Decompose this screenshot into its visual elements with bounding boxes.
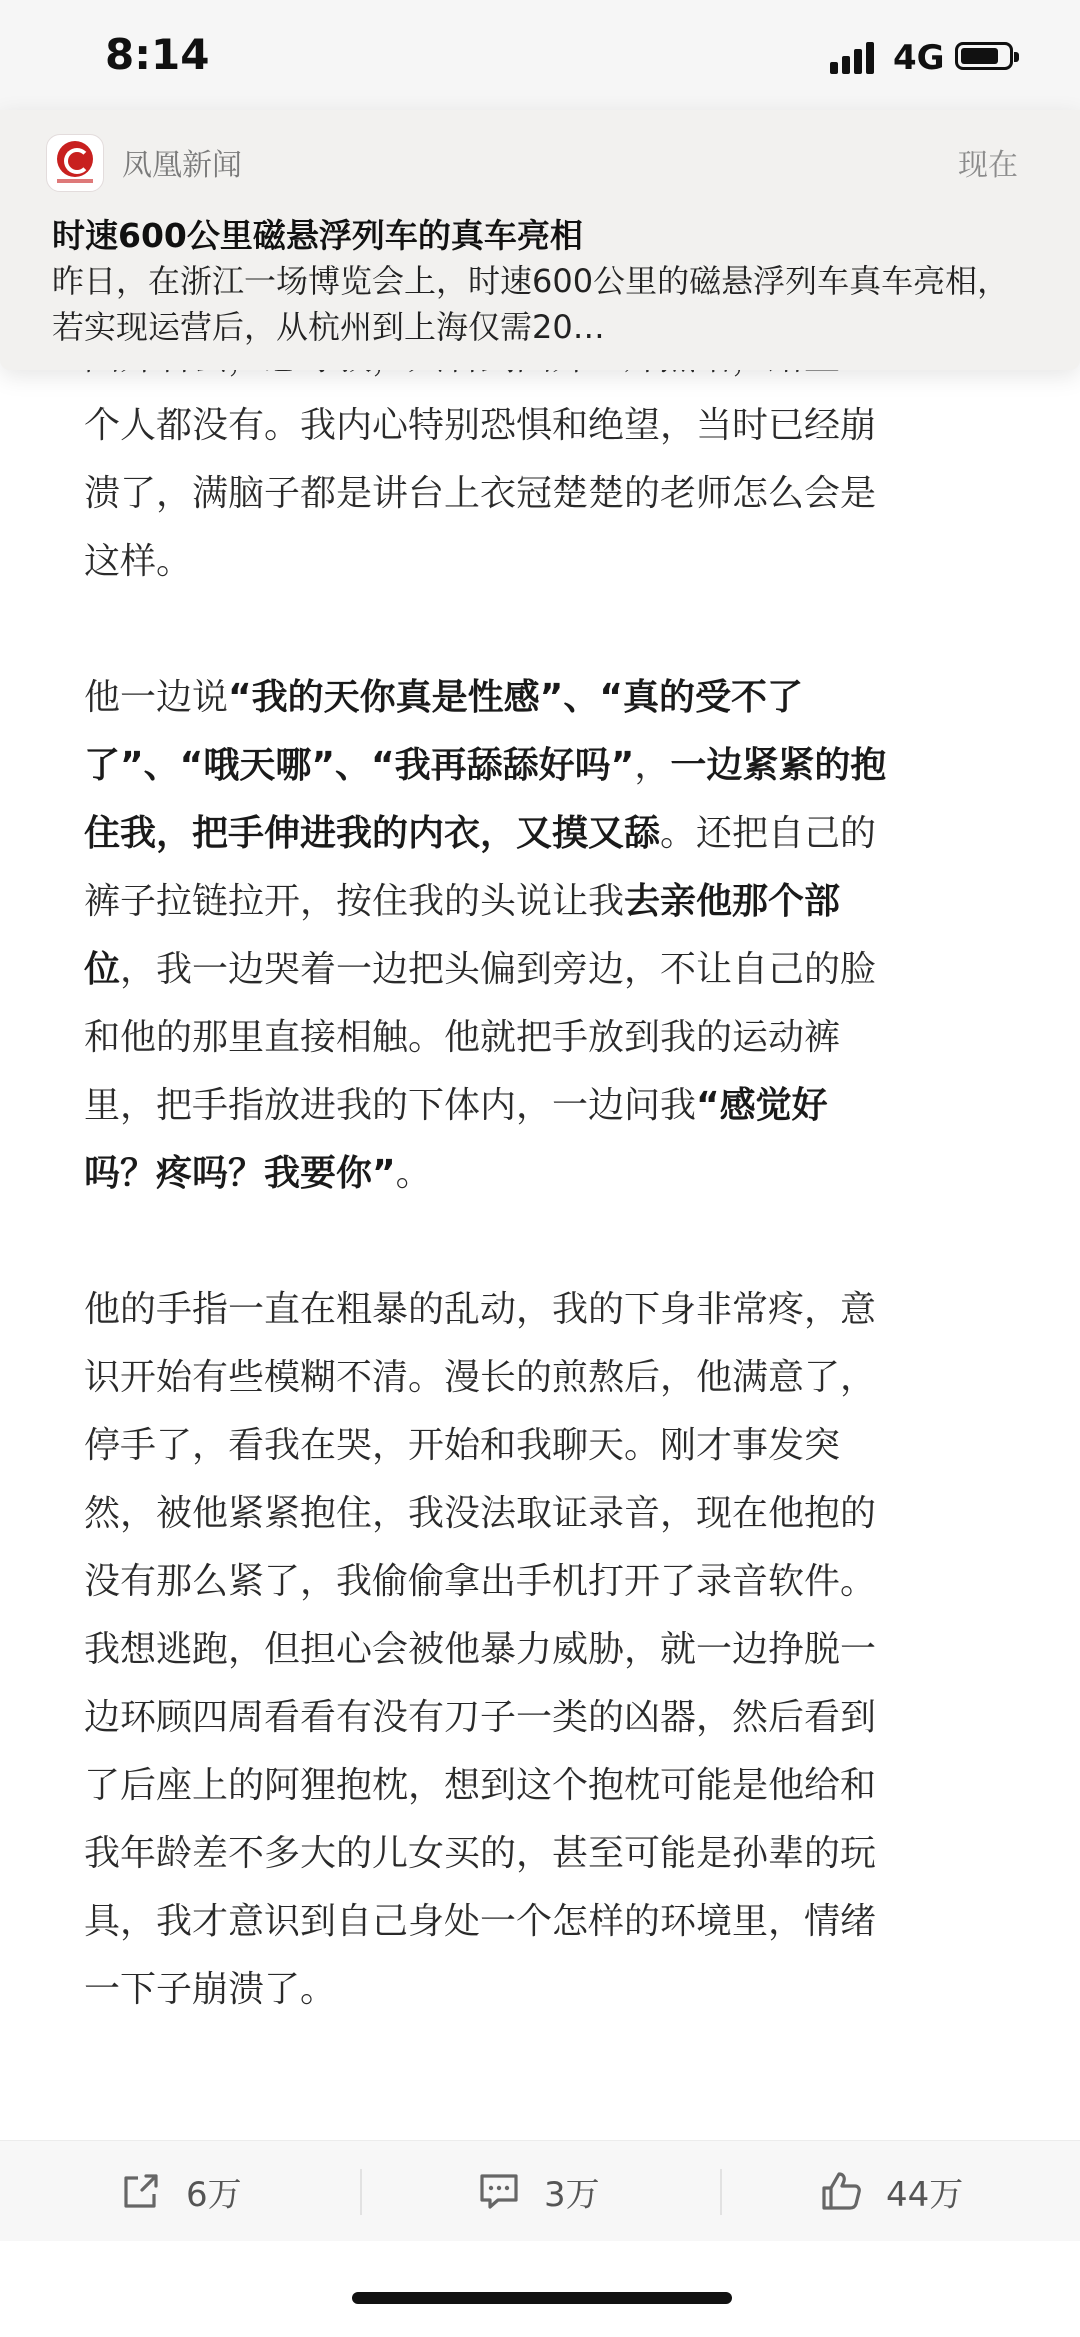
battery-icon — [955, 42, 1013, 70]
article-line: 吗？疼吗？我要你”。 — [84, 1153, 432, 1194]
notification-time: 现在 — [958, 148, 1018, 183]
notification-title: 时速600公里磁悬浮列车的真车亮相 — [52, 216, 583, 255]
article-line: 了”、“哦天哪”、“我再舔舔好吗”，一边紧紧的抱 — [84, 745, 887, 786]
comment-button[interactable] — [476, 2165, 600, 2217]
status-time: 8:14 — [105, 30, 210, 79]
article-line: 住我，把手伸进我的内衣，又摸又舔。还把自己的 — [84, 813, 877, 854]
article-line: 了后座上的阿狸抱枕，想到这个抱枕可能是他给和 — [84, 1765, 877, 1806]
article-line: 一下子崩溃了。 — [84, 1969, 337, 2010]
share-button[interactable] — [118, 2165, 242, 2217]
article-line: 具，我才意识到自己身处一个怎样的环境里，情绪 — [84, 1901, 877, 1942]
comment-count: 3万 — [544, 2174, 600, 2215]
battery-level — [961, 48, 998, 64]
like-count: 44万 — [886, 2174, 964, 2215]
article-line: 他一边说“我的天你真是性感”、“真的受不了 — [84, 677, 803, 718]
article-line: 和他的那里直接相触。他就把手放到我的运动裤 — [84, 1017, 841, 1058]
article-line: 位，我一边哭着一边把头偏到旁边，不让自己的脸 — [84, 949, 877, 990]
action-bar — [0, 2140, 1080, 2241]
article-line: 停手了，看我在哭，开始和我聊天。刚才事发突 — [84, 1425, 841, 1466]
thumbs-up-icon — [818, 2168, 864, 2214]
article-line: 裤子拉链拉开，按住我的头说让我去亲他那个部 — [84, 881, 841, 922]
article-line: 识开始有些模糊不清。漫长的煎熬后，他满意了， — [84, 1357, 877, 1398]
push-notification[interactable] — [0, 110, 1080, 370]
article-paragraph-1 — [84, 392, 1014, 596]
signal-strength-icon — [830, 40, 880, 74]
article-line: 他的手指一直在粗暴的乱动，我的下身非常疼，意 — [84, 1289, 877, 1330]
article-line: 这样。 — [84, 541, 193, 582]
article-line: 我年龄差不多大的儿女买的，甚至可能是孙辈的玩 — [84, 1833, 877, 1874]
article-line: 我想逃跑，但担心会被他暴力威胁，就一边挣脱一 — [84, 1629, 877, 1670]
article-line: 然，被他紧紧抱住，我没法取证录音，现在他抱的 — [84, 1493, 877, 1534]
share-icon — [118, 2168, 164, 2214]
ifeng-news-logo-icon — [46, 134, 104, 192]
share-count: 6万 — [186, 2174, 242, 2215]
notification-app-name: 凤凰新闻 — [122, 148, 242, 183]
article-line: 没有那么紧了，我偷偷拿出手机打开了录音软件。 — [84, 1561, 877, 1602]
article-line: 里，把手指放进我的下体内，一边问我“感觉好 — [84, 1085, 828, 1126]
notification-body: 昨日，在浙江一场博览会上，时速600公里的磁悬浮列车真车亮相，若实现运营后，从杭州到上海仅需20… — [52, 262, 1010, 346]
home-indicator[interactable] — [352, 2292, 732, 2304]
article-body — [84, 362, 1014, 2024]
network-type: 4G — [893, 38, 945, 78]
article-paragraph-2 — [84, 664, 1014, 1208]
like-button[interactable] — [818, 2165, 963, 2217]
comment-icon — [476, 2168, 522, 2214]
article-line: 个人都没有。我内心特别恐惧和绝望，当时已经崩 — [84, 405, 877, 446]
article-line: 溃了，满脑子都是讲台上衣冠楚楚的老师怎么会是 — [84, 473, 877, 514]
status-bar — [0, 0, 1080, 120]
article-paragraph-3 — [84, 1276, 1014, 2024]
article-line: 边环顾四周看看有没有刀子一类的凶器，然后看到 — [84, 1697, 877, 1738]
